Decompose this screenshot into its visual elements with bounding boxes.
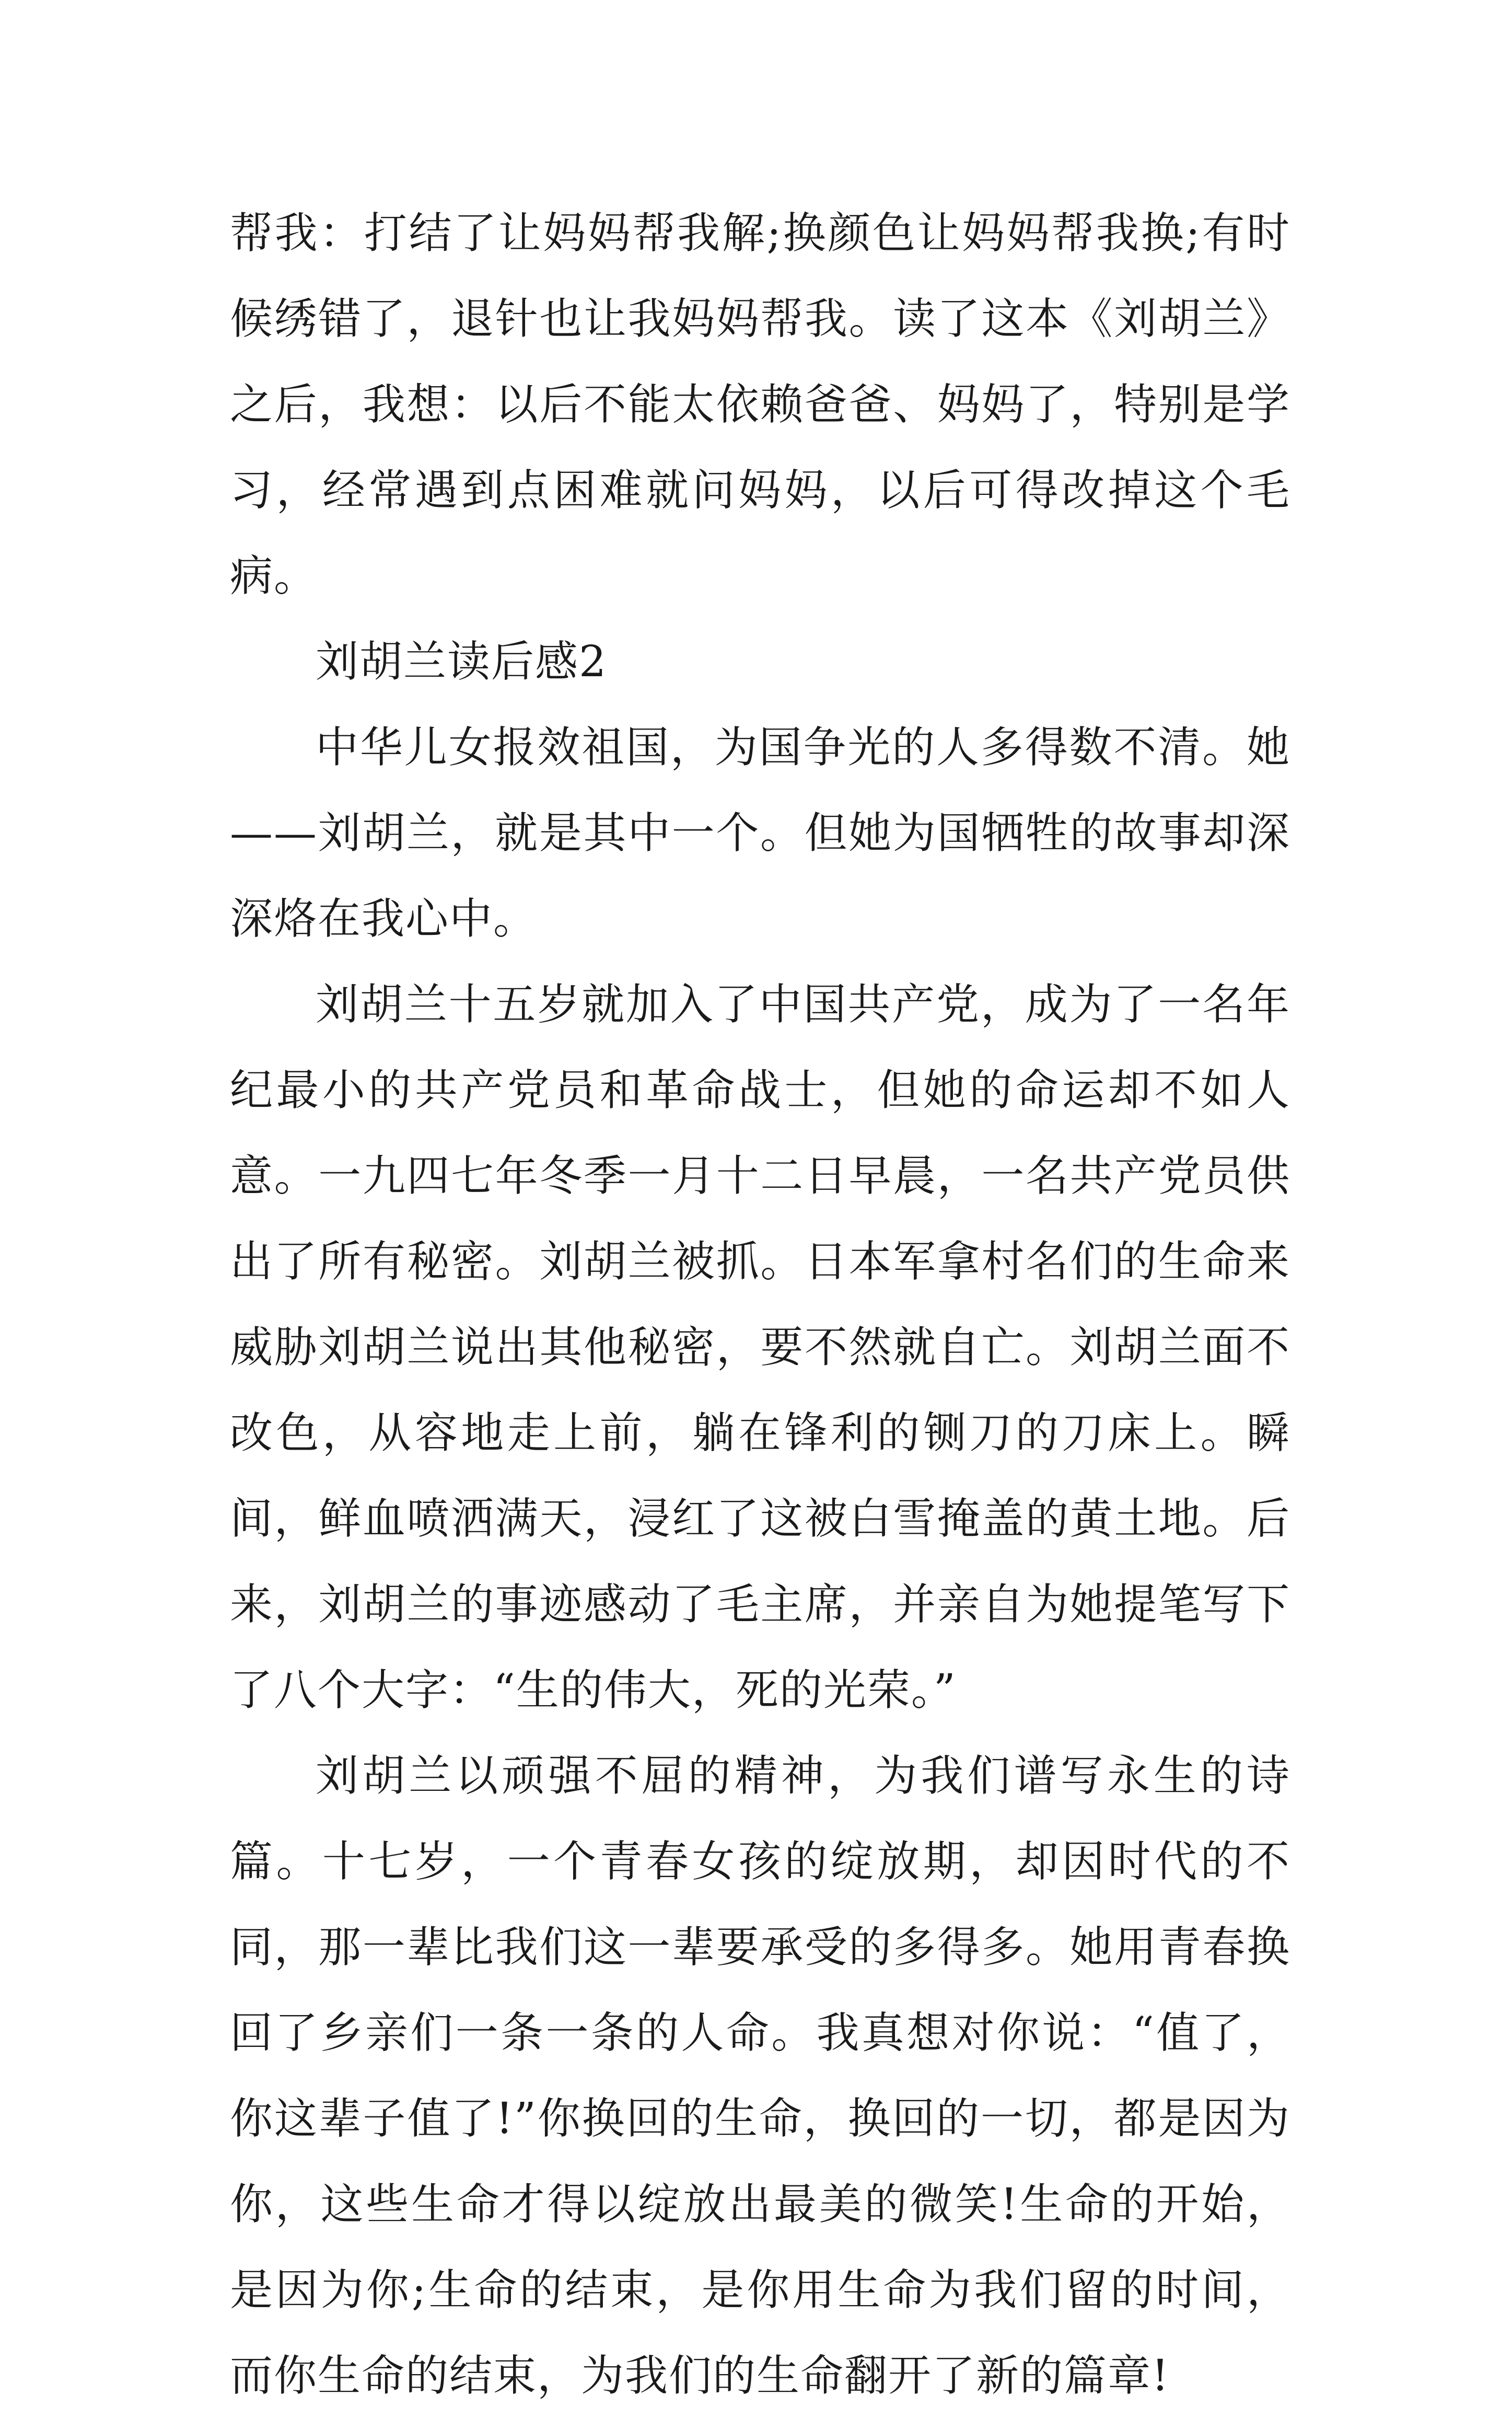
paragraph-3: 刘胡兰以顽强不屈的精神，为我们谱写永生的诗篇。十七岁，一个青春女孩的绽放期，却因时代的不同，那一辈比我们这一辈要承受的多得多。她用青春换回了乡亲们一条一条的人命。我真想对你说：“值了，你这辈子值了!”你换回的生命，换回的一切，都是因为你，这些生命才得以绽放出最美的微笑!生命的开始，是因为你;生命的结束，是你用生命为我们留的时间，而你生命的结束，为我们的生命翻开了新的篇章! bbox=[230, 1751, 1290, 2401]
continuation-paragraph: 帮我：打结了让妈妈帮我解;换颜色让妈妈帮我换;有时候绣错了，退针也让我妈妈帮我。读了这本《刘胡兰》之后，我想：以后不能太依赖爸爸、妈妈了，特别是学习，经常遇到点困难就问妈妈，以后可得改掉这个毛病。 bbox=[230, 209, 1290, 601]
section-title: 刘胡兰读后感2 bbox=[316, 637, 608, 687]
document-body bbox=[230, 191, 1290, 2419]
paragraph-1: 中华儿女报效祖国，为国争光的人多得数不清。她——刘胡兰，就是其中一个。但她为国牺牲的故事却深深烙在我心中。 bbox=[230, 723, 1290, 944]
paragraph-2: 刘胡兰十五岁就加入了中国共产党，成为了一名年纪最小的共产党员和革命战士，但她的命运却不如人意。一九四七年冬季一月十二日早晨，一名共产党员供出了所有秘密。刘胡兰被抓。日本军拿村名们的生命来威胁刘胡兰说出其他秘密，要不然就自亡。刘胡兰面不改色，从容地走上前，躺在锋利的铡刀的刀床上。瞬间，鲜血喷洒满天，浸红了这被白雪掩盖的黄土地。后来，刘胡兰的事迹感动了毛主席，并亲自为她提笔写下了八个大字：“生的伟大，死的光荣。” bbox=[230, 980, 1290, 1715]
